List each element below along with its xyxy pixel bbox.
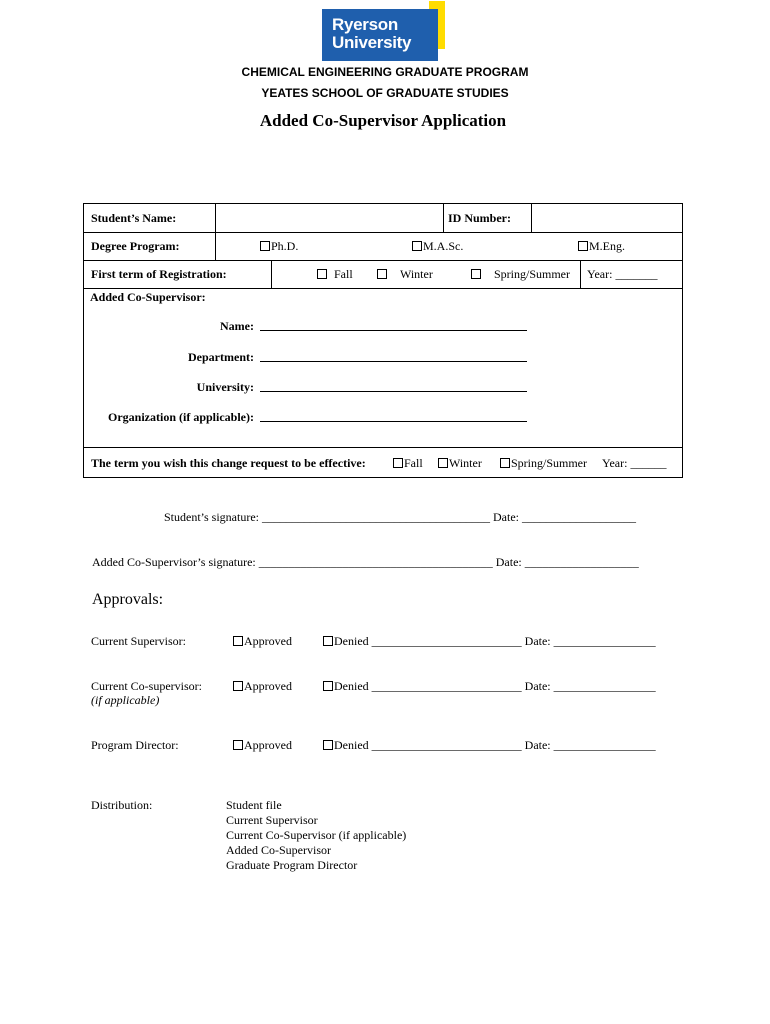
checkbox-icon[interactable] — [578, 241, 588, 251]
first-term-spring-summer[interactable]: Spring/Summer — [471, 267, 570, 282]
added-cosupervisor-label: Added Co-Supervisor: — [90, 290, 206, 304]
approval-current-supervisor-approved[interactable]: Approved — [233, 634, 292, 649]
student-name-field[interactable] — [216, 205, 441, 230]
approval-current-supervisor-label: Current Supervisor: — [91, 634, 186, 648]
page-title: Added Co-Supervisor Application — [259, 111, 507, 130]
checkbox-icon[interactable] — [471, 269, 481, 279]
checkbox-icon[interactable] — [438, 458, 448, 468]
checkbox-icon[interactable] — [323, 636, 333, 646]
logo-line-2: University — [332, 33, 412, 52]
ryerson-logo — [322, 9, 438, 61]
degree-option-phd[interactable]: Ph.D. — [260, 239, 298, 254]
checkbox-icon[interactable] — [233, 681, 243, 691]
student-name-label: Student’s Name: — [91, 211, 177, 225]
cosup-department-field[interactable] — [260, 349, 527, 362]
degree-option-masc[interactable]: M.A.Sc. — [412, 239, 463, 254]
effective-term-fall[interactable]: Fall — [393, 456, 423, 471]
approvals-heading: Approvals: — [92, 591, 164, 608]
first-term-year[interactable]: Year: _______ — [587, 267, 658, 281]
effective-term-label: The term you wish this change request to be effective: — [91, 456, 366, 470]
distribution-item: Added Co-Supervisor — [226, 843, 331, 857]
student-signature-line[interactable]: Student’s signature: ______________________________________ Date: ___________________ — [164, 510, 636, 524]
row-divider — [84, 260, 682, 261]
first-term-winter[interactable]: Winter — [377, 267, 433, 282]
approval-program-director-approved[interactable]: Approved — [233, 738, 292, 753]
col-divider — [443, 204, 444, 232]
col-divider — [271, 260, 272, 288]
cosupervisor-signature-line[interactable]: Added Co-Supervisor’s signature: _______________________________________ Date: ___________________ — [92, 555, 639, 569]
distribution-label: Distribution: — [91, 798, 153, 812]
checkbox-icon[interactable] — [233, 740, 243, 750]
id-number-label: ID Number: — [448, 211, 511, 225]
distribution-item: Graduate Program Director — [226, 858, 358, 872]
checkbox-icon[interactable] — [260, 241, 270, 251]
distribution-list — [226, 798, 406, 873]
col-divider — [580, 260, 581, 288]
cosup-organization-label: Organization (if applicable): — [108, 410, 254, 424]
cosup-department-label: Department: — [188, 350, 254, 364]
checkbox-icon[interactable] — [500, 458, 510, 468]
distribution-item: Current Supervisor — [226, 813, 318, 827]
effective-term-winter[interactable]: Winter — [438, 456, 482, 471]
checkbox-icon[interactable] — [317, 269, 327, 279]
effective-term-spring-summer[interactable]: Spring/Summer — [500, 456, 587, 471]
cosup-university-field[interactable] — [260, 379, 527, 392]
col-divider — [215, 232, 216, 260]
approval-current-cosupervisor-sublabel: (if applicable) — [91, 693, 160, 707]
checkbox-icon[interactable] — [412, 241, 422, 251]
degree-option-meng[interactable]: M.Eng. — [578, 239, 625, 254]
cosup-name-field[interactable] — [260, 318, 527, 331]
cosup-university-label: University: — [196, 380, 254, 394]
distribution-item: Student file — [226, 798, 282, 812]
school-heading: YEATES SCHOOL OF GRADUATE STUDIES — [261, 86, 509, 100]
program-heading: CHEMICAL ENGINEERING GRADUATE PROGRAM — [241, 65, 529, 79]
approval-current-supervisor-denied[interactable]: Denied _________________________ Date: _________________ — [323, 634, 656, 649]
approval-current-cosupervisor-denied[interactable]: Denied _________________________ Date: _________________ — [323, 679, 656, 694]
effective-term-year[interactable]: Year: ______ — [602, 456, 667, 470]
approval-current-cosupervisor-approved[interactable]: Approved — [233, 679, 292, 694]
row-divider — [84, 232, 682, 233]
row-divider — [84, 447, 682, 448]
approval-program-director-denied[interactable]: Denied _________________________ Date: _________________ — [323, 738, 656, 753]
first-term-fall[interactable]: Fall — [317, 267, 353, 282]
approval-program-director-label: Program Director: — [91, 738, 179, 752]
first-term-label: First term of Registration: — [91, 267, 227, 281]
row-divider — [84, 288, 682, 289]
checkbox-icon[interactable] — [323, 681, 333, 691]
logo-line-1: Ryerson — [332, 15, 398, 34]
checkbox-icon[interactable] — [323, 740, 333, 750]
checkbox-icon[interactable] — [377, 269, 387, 279]
degree-program-label: Degree Program: — [91, 239, 180, 253]
approval-current-cosupervisor-label: Current Co-supervisor: — [91, 679, 202, 693]
cosup-name-label: Name: — [220, 319, 254, 333]
checkbox-icon[interactable] — [393, 458, 403, 468]
id-number-field[interactable] — [532, 205, 680, 230]
checkbox-icon[interactable] — [233, 636, 243, 646]
distribution-item: Current Co-Supervisor (if applicable) — [226, 828, 407, 842]
cosup-organization-field[interactable] — [260, 409, 527, 422]
